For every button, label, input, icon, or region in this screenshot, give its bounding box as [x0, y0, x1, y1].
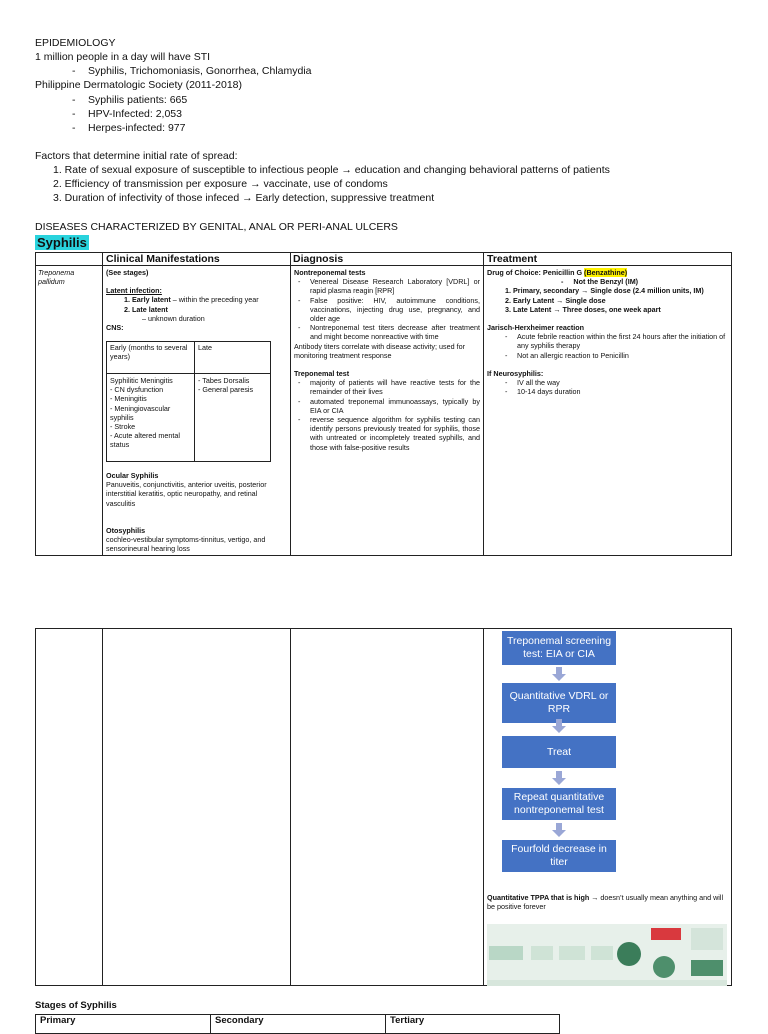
- list-item: - Nontreponemal test titers decrease after treatment and might become nonreactive with time: [310, 323, 480, 341]
- cns-late: Late: [198, 343, 212, 352]
- flow-step-fourfold: Fourfold decrease in titer: [502, 840, 616, 872]
- see-stages: (See stages): [106, 268, 149, 277]
- stage-primary: Primary: [40, 1015, 76, 1026]
- cns-early: Early (months to several years): [110, 343, 188, 362]
- cns-divider: [106, 373, 271, 374]
- stage-tertiary: Tertiary: [390, 1015, 425, 1026]
- oto-section: [106, 526, 286, 554]
- organism-cell: Treponema pallidum: [38, 268, 75, 287]
- factors-heading: Factors that determine initial rate of spread:: [35, 150, 238, 162]
- stat-hpv: HPV-Infected: 2,053: [88, 108, 182, 120]
- cns-item: - Meningitis: [110, 394, 147, 404]
- latent-label: Latent infection:: [106, 286, 162, 296]
- regimen-item: 2. Early Latent → Single dose: [505, 295, 606, 305]
- header-diagnosis: Diagnosis: [293, 253, 344, 265]
- stat-syphilis: Syphilis patients: 665: [88, 94, 188, 106]
- algorithm-thumbnail: [487, 924, 727, 986]
- thumb-box: [591, 946, 613, 960]
- stage-secondary: Secondary: [215, 1015, 264, 1026]
- diseases-heading: DISEASES CHARACTERIZED BY GENITAL, ANAL OR PERI-ANAL ULCERS: [35, 221, 398, 233]
- ocular-text: Panuveitis, conjunctivitis, anterior uveitis, posterior interstitial keratitis, optic neuropathy, and retinal vasculitis: [106, 480, 267, 508]
- epi-sub-line: Syphilis, Trichomoniasis, Gonorrhea, Chlamydia: [88, 65, 312, 77]
- flow-step-vdrl: Quantitative VDRL or RPR: [502, 683, 616, 723]
- thumb-box: [531, 946, 553, 960]
- factor-item: 1. Rate of sexual exposure of susceptible to infectious people → education and changing behavioral patterns of patients: [53, 164, 610, 176]
- flow-step-treat: Treat: [502, 736, 616, 768]
- epi-dash: -: [72, 122, 76, 134]
- cns-item: - General paresis: [198, 385, 254, 395]
- cns-item: - Meningiovascular syphilis: [110, 403, 171, 422]
- thumb-circle: [653, 956, 675, 978]
- list-item: - automated treponemal immunoassays, typically by EIA or CIA: [310, 397, 480, 415]
- thumb-box: [559, 946, 585, 960]
- down-arrow-icon: [552, 771, 566, 785]
- list-item: - reverse sequence algorithm for syphilis testing can identify persons previously treated for syphilis, those with untreated or incompletely treated syphills, and those with false-positive results: [310, 415, 480, 452]
- col-divider: [483, 628, 484, 986]
- thumb-circle: [617, 942, 641, 966]
- treatment-cell: [487, 268, 729, 396]
- jh-list: [487, 332, 729, 360]
- col-divider: [210, 1014, 211, 1034]
- tppa-note: Quantitative TPPA that is high → doesn’t usually mean anything and will be positive forever: [487, 893, 724, 912]
- list-item: - IV all the way: [517, 378, 729, 387]
- trep-title: Treponemal test: [294, 369, 350, 379]
- thumb-footer: [487, 980, 727, 986]
- cns-item: Syphilitic Meningitis: [110, 376, 173, 385]
- latent-late: 2. Late latent: [124, 304, 168, 314]
- thumb-box: [691, 928, 723, 950]
- list-item: - Not an allergic reaction to Penicillin: [517, 351, 729, 360]
- stages-table: [35, 1014, 560, 1034]
- list-item: - Venereal Disease Research Laboratory [VDRL] or rapid plasma reagin [RPR]: [310, 277, 480, 295]
- down-arrow-icon: [552, 719, 566, 733]
- cns-divider: [194, 341, 195, 462]
- oto-text: cochleo-vestibular symptoms-tinnitus, vertigo, and sensorineural hearing loss: [106, 535, 266, 554]
- antibody-text: Antibody titers correlate with disease activity; used for monitoring treatment response: [294, 341, 465, 360]
- cns-early-list: [110, 376, 192, 450]
- not-benzyl: - Not the Benzyl (IM): [561, 277, 639, 287]
- regimen-item: 3. Late Latent → Three doses, one week apart: [505, 304, 661, 314]
- jh-title: Jarisch-Herxheimer reaction: [487, 323, 585, 333]
- cns-item: - Tabes Dorsalis: [198, 376, 250, 385]
- cns-item: - Stroke: [110, 422, 136, 432]
- list-item: - False positive: HIV, autoimmune conditions, vaccinations, injecting drug use, pregnancy, and older age: [310, 296, 480, 324]
- epi-line: 1 million people in a day will have STI: [35, 51, 211, 63]
- drug-of-choice: Drug of Choice: Penicillin G (Benzathine): [487, 268, 628, 277]
- factor-item: 2. Efficiency of transmission per exposure → vaccinate, use of condoms: [53, 178, 388, 190]
- ocular-section: [106, 471, 286, 508]
- factor-item: 3. Duration of infectivity of those infeced → Early detection, suppressive treatment: [53, 192, 435, 204]
- header-clinical: Clinical Manifestations: [106, 253, 220, 265]
- nontrep-list: [294, 277, 480, 341]
- epi-dash: -: [72, 65, 76, 77]
- col-divider: [102, 252, 103, 556]
- epidemiology-heading: EPIDEMIOLOGY: [35, 37, 116, 49]
- oto-title: Otosyphilis: [106, 526, 146, 535]
- list-item: - Acute febrile reaction within the first 24 hours after the initiation of any syphilis therapy: [517, 332, 729, 350]
- thumb-box-red: [651, 928, 681, 940]
- col-divider: [385, 1014, 386, 1034]
- neuro-title: If Neurosyphilis:: [487, 368, 544, 378]
- cns-label: CNS:: [106, 323, 124, 333]
- flow-step-repeat: Repeat quantitative nontreponemal test: [502, 788, 616, 820]
- list-item: - majority of patients will have reactive tests for the remainder of their lives: [310, 378, 480, 396]
- stat-herpes: Herpes-infected: 977: [88, 122, 186, 134]
- col-divider: [290, 628, 291, 986]
- col-divider: [102, 628, 103, 986]
- epi-dash: -: [72, 94, 76, 106]
- syphilis-title: Syphilis: [37, 235, 87, 250]
- thumb-box: [489, 946, 523, 960]
- cns-item: - Acute altered mental status: [110, 431, 180, 450]
- cns-item: - CN dysfunction: [110, 385, 164, 395]
- thumb-box: [691, 960, 723, 976]
- col-divider: [483, 252, 484, 556]
- epi-dash: -: [72, 108, 76, 120]
- down-arrow-icon: [552, 823, 566, 837]
- ocular-title: Ocular Syphilis: [106, 471, 159, 480]
- stages-heading: Stages of Syphilis: [35, 1000, 117, 1011]
- latent-late-desc: – unknown duration: [142, 313, 205, 323]
- down-arrow-icon: [552, 667, 566, 681]
- trep-list: [294, 378, 480, 452]
- neuro-list: [487, 378, 729, 396]
- latent-early: 1. Early latent – within the preceding year: [124, 295, 259, 305]
- list-item: - 10-14 days duration: [517, 387, 729, 396]
- epi-society-line: Philippine Dermatologic Society (2011-2018): [35, 79, 243, 91]
- col-divider: [290, 252, 291, 556]
- cns-late-list: [198, 376, 270, 394]
- clinical-cell: [106, 268, 288, 332]
- header-treatment: Treatment: [487, 253, 538, 265]
- nontrep-title: Nontreponemal tests: [294, 268, 366, 277]
- diagnosis-cell: [294, 268, 480, 452]
- regimen-item: 1. Primary, secondary → Single dose (2.4 million units, IM): [505, 286, 704, 296]
- flow-step-screening: Treponemal screening test: EIA or CIA: [502, 631, 616, 665]
